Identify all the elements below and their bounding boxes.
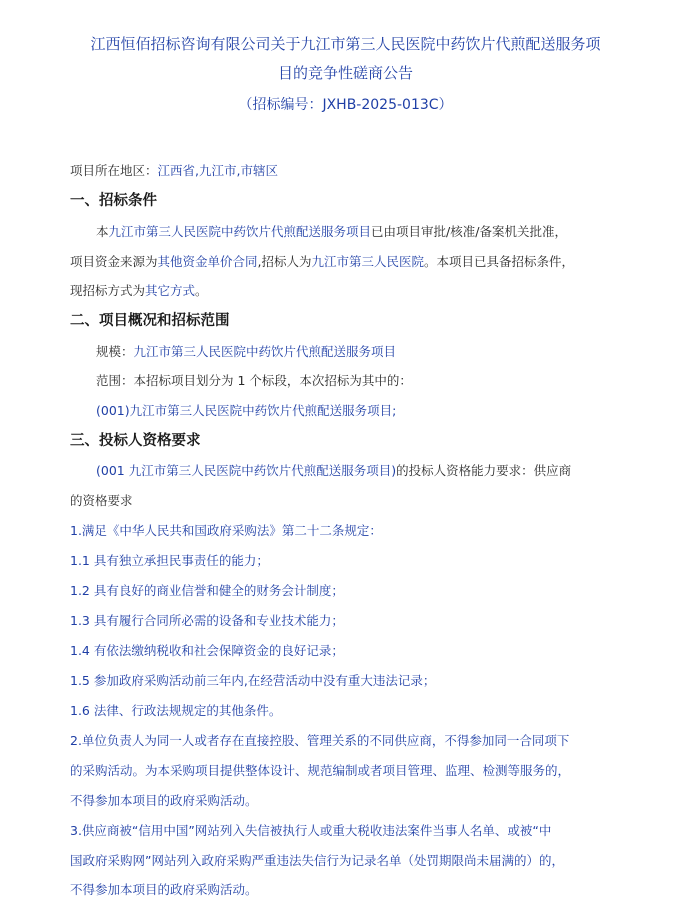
requirement-1: 1.满足《中华人民共和国政府采购法》第二十二条规定： xyxy=(70,523,382,538)
text: 现招标方式为 xyxy=(70,283,146,298)
qualification-intro xyxy=(96,462,571,480)
tenderer-name: 九江市第三人民医院 xyxy=(311,254,425,269)
tender-number: （招标编号：JXHB-2025-013C） xyxy=(238,97,453,113)
section-1-para-line-2 xyxy=(70,253,574,271)
requirement-2-line-3: 不得参加本项目的政府采购活动。 xyxy=(70,793,258,808)
requirement-1-2: 1.2 具有良好的商业信誉和健全的财务会计制度； xyxy=(70,583,344,598)
text: 已由项目审批/核准/备案机关批准， xyxy=(371,224,567,239)
section-2-heading: 二、项目概况和招标范围 xyxy=(70,313,230,329)
requirement-1-3: 1.3 具有履行合同所必需的设备和专业技术能力； xyxy=(70,613,344,628)
requirement-1-4: 1.4 有依法缴纳税收和社会保障资金的良好记录； xyxy=(70,643,344,658)
text: ,招标人为 xyxy=(257,254,312,269)
tender-method: 其它方式 xyxy=(145,283,196,298)
section-3-heading: 三、投标人资格要求 xyxy=(70,433,201,449)
title-line-2: 目的竞争性磋商公告 xyxy=(277,64,413,82)
requirement-3-line-3: 不得参加本项目的政府采购活动。 xyxy=(70,882,258,897)
section-1-para-line-3 xyxy=(70,282,208,300)
title-line-1: 江西恒佰招标咨询有限公司关于九江市第三人民医院中药饮片代煎配送服务项 xyxy=(90,35,601,53)
requirement-1-5: 1.5 参加政府采购活动前三年内,在经营活动中没有重大违法记录； xyxy=(70,673,436,688)
requirement-2-line-1: 2.单位负责人为同一人或者存在直接控股、管理关系的不同供应商，不得参加同一合同项下 xyxy=(70,733,570,748)
location-value: 江西省,九江市,市辖区 xyxy=(157,163,278,178)
lot-item: (001)九江市第三人民医院中药饮片代煎配送服务项目; xyxy=(96,403,397,418)
qualification-intro-cont: 的资格要求 xyxy=(70,493,133,508)
text: 的投标人资格能力要求：供应商 xyxy=(396,463,572,478)
requirement-1-1: 1.1 具有独立承担民事责任的能力； xyxy=(70,553,269,568)
section-1-heading: 一、招标条件 xyxy=(70,193,157,209)
requirement-1-6: 1.6 法律、行政法规规定的其他条件。 xyxy=(70,703,282,718)
project-scale xyxy=(96,343,396,361)
project-scope: 范围：本招标项目划分为 1 个标段，本次招标为其中的： xyxy=(96,373,412,388)
scale-label: 规模： xyxy=(96,344,134,359)
text: 项目资金来源为 xyxy=(70,254,158,269)
project-location xyxy=(70,162,278,180)
text: 。本项目已具备招标条件， xyxy=(424,254,575,269)
requirement-3-line-2: 国政府采购网”网站列入政府采购严重违法失信行为记录名单（处罚期限尚未届满的）的， xyxy=(70,853,564,868)
lot-reference: (001 九江市第三人民医院中药饮片代煎配送服务项目) xyxy=(96,463,397,478)
section-1-para-line-1 xyxy=(96,223,567,241)
scale-value: 九江市第三人民医院中药饮片代煎配送服务项目 xyxy=(133,344,397,359)
requirement-2-line-2: 的采购活动。为本采购项目提供整体设计、规范编制或者项目管理、监理、检测等服务的， xyxy=(70,763,571,778)
project-name: 九江市第三人民医院中药饮片代煎配送服务项目 xyxy=(108,224,372,239)
funding-source: 其他资金单价合同 xyxy=(157,254,258,269)
requirement-3-line-1: 3.供应商被“信用中国”网站列入失信被执行人或重大税收违法案件当事人名单、或被“中 xyxy=(70,823,552,838)
text: 。 xyxy=(195,283,208,298)
text: 本 xyxy=(96,224,109,239)
location-label: 项目所在地区： xyxy=(70,163,158,178)
